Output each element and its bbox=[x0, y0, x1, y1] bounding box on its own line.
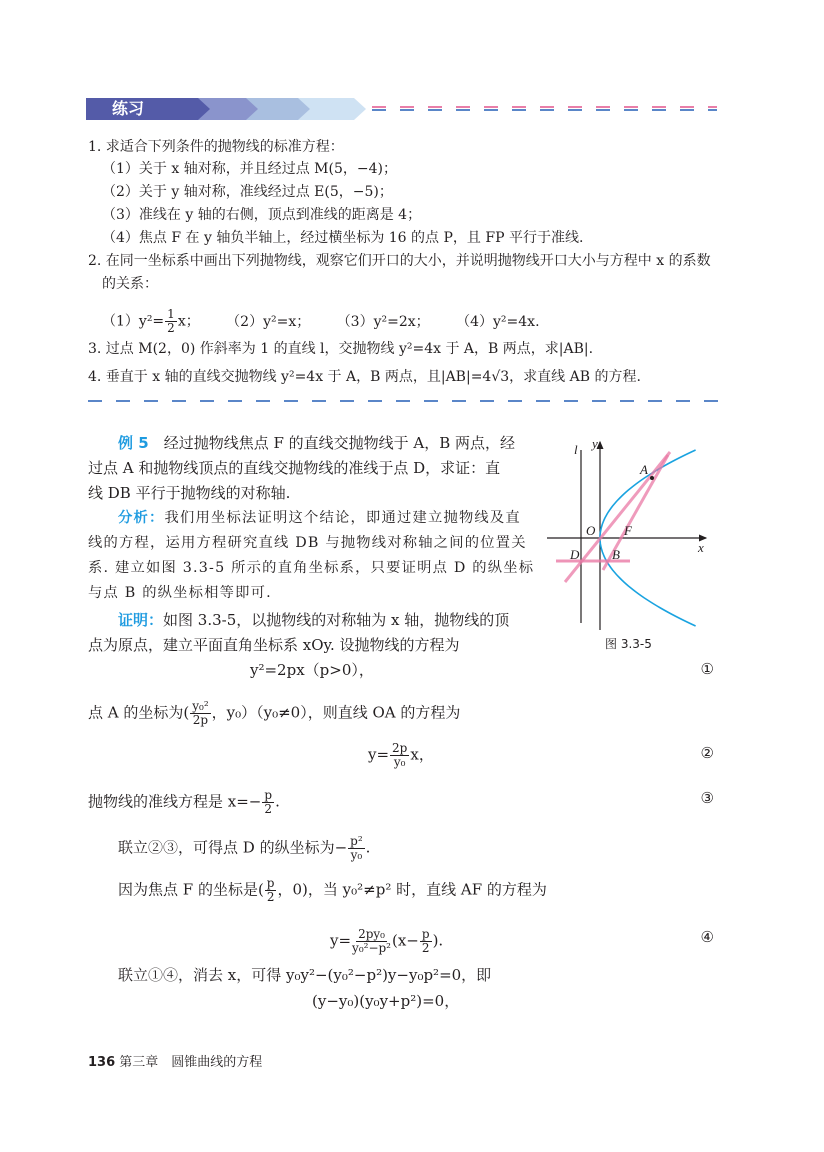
text: . bbox=[365, 838, 371, 857]
exercise-1-item: （3）准线在 y 轴的右侧，顶点到准线的距离是 4； bbox=[102, 207, 422, 223]
focus-line bbox=[118, 877, 547, 904]
d-coordinate-line bbox=[118, 835, 370, 862]
text: y= bbox=[368, 745, 390, 764]
text: ，0)，当 y₀²≠p² 时，直线 AF 的方程为 bbox=[277, 880, 547, 899]
divider bbox=[372, 109, 717, 111]
fraction bbox=[265, 877, 277, 904]
text: ，y₀）（y₀≠0），则直线 OA 的方程为 bbox=[211, 703, 461, 722]
fraction bbox=[390, 742, 409, 769]
example-line bbox=[118, 433, 515, 453]
numerator: 1 bbox=[167, 307, 175, 321]
text: 联立②③，可得点 D 的纵坐标为− bbox=[118, 838, 348, 857]
analysis-label: 分析： bbox=[118, 510, 165, 526]
proof-line: 点为原点，建立平面直角坐标系 xOy. 设抛物线的方程为 bbox=[88, 636, 460, 654]
text: (x− bbox=[392, 931, 419, 950]
fraction bbox=[420, 928, 432, 955]
exercise-1-item: （2）关于 y 轴对称，准线经过点 E(5，−5)； bbox=[102, 184, 393, 200]
fraction bbox=[165, 308, 177, 335]
exercise-3: 3. 过点 M(2，0) 作斜率为 1 的直线 l，交抛物线 y²=4x 于 A，B 两点，求|AB|. bbox=[88, 341, 594, 357]
denominator: 2p bbox=[192, 713, 209, 727]
exercise-1: 1. 求适合下列条件的抛物线的标准方程： bbox=[88, 139, 344, 155]
numerator: 2p bbox=[392, 741, 408, 755]
example-line: 过点 A 和抛物线顶点的直线交抛物线的准线于点 D，求证：直 bbox=[88, 459, 501, 477]
exercise-1-item: （1）关于 x 轴对称，并且经过点 M(5，−4)； bbox=[102, 161, 397, 177]
equation-number: ② bbox=[700, 744, 714, 762]
figure-caption: 图 3.3-5 bbox=[605, 637, 652, 651]
equation-number: ④ bbox=[700, 928, 714, 946]
divider bbox=[88, 400, 718, 402]
page-footer bbox=[88, 1053, 262, 1073]
numerator: y₀² bbox=[192, 699, 209, 713]
parabola-figure bbox=[540, 430, 720, 635]
exercise-2: 2. 在同一坐标系中画出下列抛物线，观察它们开口的大小，并说明抛物线开口大小与方程中 x 的系数 bbox=[88, 253, 711, 269]
example-line: 线 DB 平行于抛物线的对称轴. bbox=[88, 484, 291, 502]
example-text: 经过抛物线焦点 F 的直线交抛物线于 A，B 两点，经 bbox=[163, 434, 516, 452]
label-x: x bbox=[698, 540, 704, 555]
denominator: y₀²−p² bbox=[352, 941, 391, 955]
label-A: A bbox=[640, 462, 648, 477]
item-3: （3）y²=2x； bbox=[336, 313, 430, 330]
equation-1: y²=2px（p>0）， bbox=[250, 661, 374, 679]
analysis-line: 与点 B 的纵坐标相等即可. bbox=[88, 585, 272, 601]
analysis-line: 线的方程，运用方程研究直线 DB 与抛物线对称轴之间的位置关 bbox=[88, 535, 527, 551]
fraction bbox=[352, 928, 391, 955]
eliminate-line: 联立①④，消去 x，可得 y₀y²−(y₀²−p²)y−y₀p²=0，即 bbox=[118, 966, 492, 984]
exercise-1-item: （4）焦点 F 在 y 轴负半轴上，经过横坐标为 16 的点 P，且 FP 平行于准线. bbox=[102, 230, 584, 246]
equation-number: ③ bbox=[700, 789, 714, 807]
label-O: O bbox=[586, 523, 596, 538]
banner-title: 练习 bbox=[112, 99, 145, 118]
label-l: l bbox=[574, 442, 578, 457]
item-1: （1）y²= bbox=[102, 313, 165, 330]
numerator: p bbox=[421, 927, 430, 941]
proof-label: 证明： bbox=[118, 611, 164, 629]
chapter-title: 第三章 圆锥曲线的方程 bbox=[119, 1055, 263, 1070]
analysis-line: 系. 建立如图 3.3-5 所示的直角坐标系，只要证明点 D 的纵坐标 bbox=[88, 560, 535, 576]
proof-text: 如图 3.3-5，以抛物线的对称轴为 x 轴，抛物线的顶 bbox=[163, 611, 510, 629]
exercise-2-items bbox=[102, 308, 540, 335]
label-y: y bbox=[592, 436, 598, 451]
item-2: （2）y²=x； bbox=[226, 313, 311, 330]
text: 因为焦点 F 的坐标是( bbox=[118, 880, 264, 899]
numerator: 2py₀ bbox=[358, 927, 385, 941]
text: 抛物线的准线方程是 x=− bbox=[88, 792, 262, 811]
text: 点 A 的坐标为( bbox=[88, 703, 190, 722]
point-A bbox=[650, 476, 654, 480]
analysis-text: 我们用坐标法证明这个结论，即通过建立抛物线及直 bbox=[164, 510, 521, 526]
text: x， bbox=[410, 745, 434, 764]
numerator: p bbox=[264, 788, 273, 802]
fraction bbox=[190, 700, 210, 727]
example-label: 例 5 bbox=[118, 434, 149, 452]
denominator: 2 bbox=[264, 802, 273, 816]
label-B: B bbox=[612, 547, 620, 562]
equation-2 bbox=[368, 742, 434, 769]
numerator: p² bbox=[350, 834, 363, 848]
exercise-4: 4. 垂直于 x 轴的直线交抛物线 y²=4x 于 A，B 两点，且|AB|=4√3，求直线 AB 的方程. bbox=[88, 369, 641, 385]
text: ). bbox=[432, 931, 444, 950]
fraction bbox=[348, 835, 365, 862]
proof-line bbox=[118, 610, 509, 630]
factored-equation: (y−y₀)(y₀y+p²)=0， bbox=[312, 992, 460, 1010]
analysis-line bbox=[118, 508, 521, 528]
denominator: 2 bbox=[266, 890, 275, 904]
denominator: 2 bbox=[421, 941, 430, 955]
item-1-end: x； bbox=[177, 313, 200, 330]
equation-4 bbox=[330, 928, 443, 955]
denominator: y₀ bbox=[393, 755, 406, 769]
text: y= bbox=[330, 931, 352, 950]
fraction bbox=[262, 789, 274, 816]
numerator: p bbox=[266, 876, 275, 890]
item-4: （4）y²=4x. bbox=[456, 313, 540, 330]
denominator: 2 bbox=[167, 321, 175, 335]
point-a-line bbox=[88, 700, 460, 727]
page-number: 136 bbox=[88, 1055, 116, 1070]
exercise-2-cont: 的关系： bbox=[102, 276, 158, 292]
directrix-line bbox=[88, 789, 280, 816]
divider bbox=[372, 106, 717, 108]
text: . bbox=[275, 792, 280, 811]
denominator: y₀ bbox=[350, 848, 363, 862]
equation-number: ① bbox=[700, 660, 714, 678]
label-F: F bbox=[624, 523, 632, 538]
label-D: D bbox=[570, 547, 580, 562]
